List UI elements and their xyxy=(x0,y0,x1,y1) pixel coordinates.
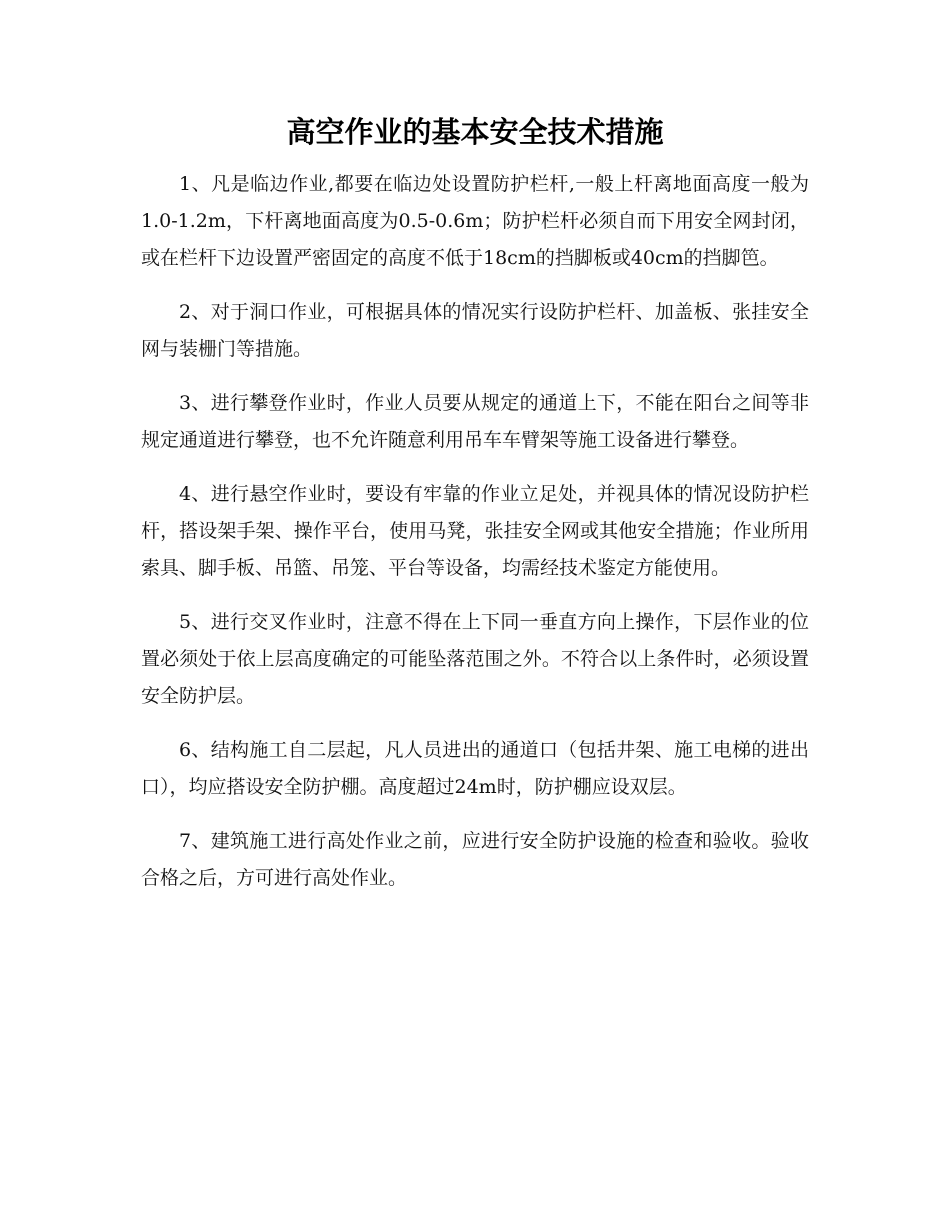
document-body xyxy=(141,166,809,914)
paragraph-2: 2、对于洞口作业，可根据具体的情况实行设防护栏杆、加盖板、张挂安全网与装栅门等措施。 xyxy=(141,301,809,360)
paragraph-6: 6、结构施工自二层起，凡人员进出的通道口（包括井架、施工电梯的进出口），均应搭设安全防护棚。高度超过24m时，防护棚应设双层。 xyxy=(141,739,809,798)
paragraph-3: 3、进行攀登作业时，作业人员要从规定的通道上下，不能在阳台之间等非规定通道进行攀登，也不允许随意利用吊车车臂架等施工设备进行攀登。 xyxy=(141,392,809,451)
paragraph-7: 7、建筑施工进行高处作业之前，应进行安全防护设施的检查和验收。验收合格之后，方可进行高处作业。 xyxy=(141,830,809,889)
document-title: 高空作业的基本安全技术措施 xyxy=(286,115,664,149)
paragraph-1: 1、凡是临边作业,都要在临边处设置防护栏杆,一般上杆离地面高度一般为1.0-1.2m，下杆离地面高度为0.5-0.6m；防护栏杆必须自而下用安全网封闭，或在栏杆下边设置严密固定的高度不低于18cm的挡脚板或40cm的挡脚笆。 xyxy=(141,173,809,269)
paragraph-4: 4、进行悬空作业时，要设有牢靠的作业立足处，并视具体的情况设防护栏杆，搭设架手架、操作平台，使用马凳，张挂安全网或其他安全措施；作业所用索具、脚手板、吊篮、吊笼、平台等设备，均需经技术鉴定方能使用。 xyxy=(141,483,809,579)
paragraph-5: 5、进行交叉作业时，注意不得在上下同一垂直方向上操作，下层作业的位置必须处于依上层高度确定的可能坠落范围之外。不符合以上条件时，必须设置安全防护层。 xyxy=(141,611,809,707)
